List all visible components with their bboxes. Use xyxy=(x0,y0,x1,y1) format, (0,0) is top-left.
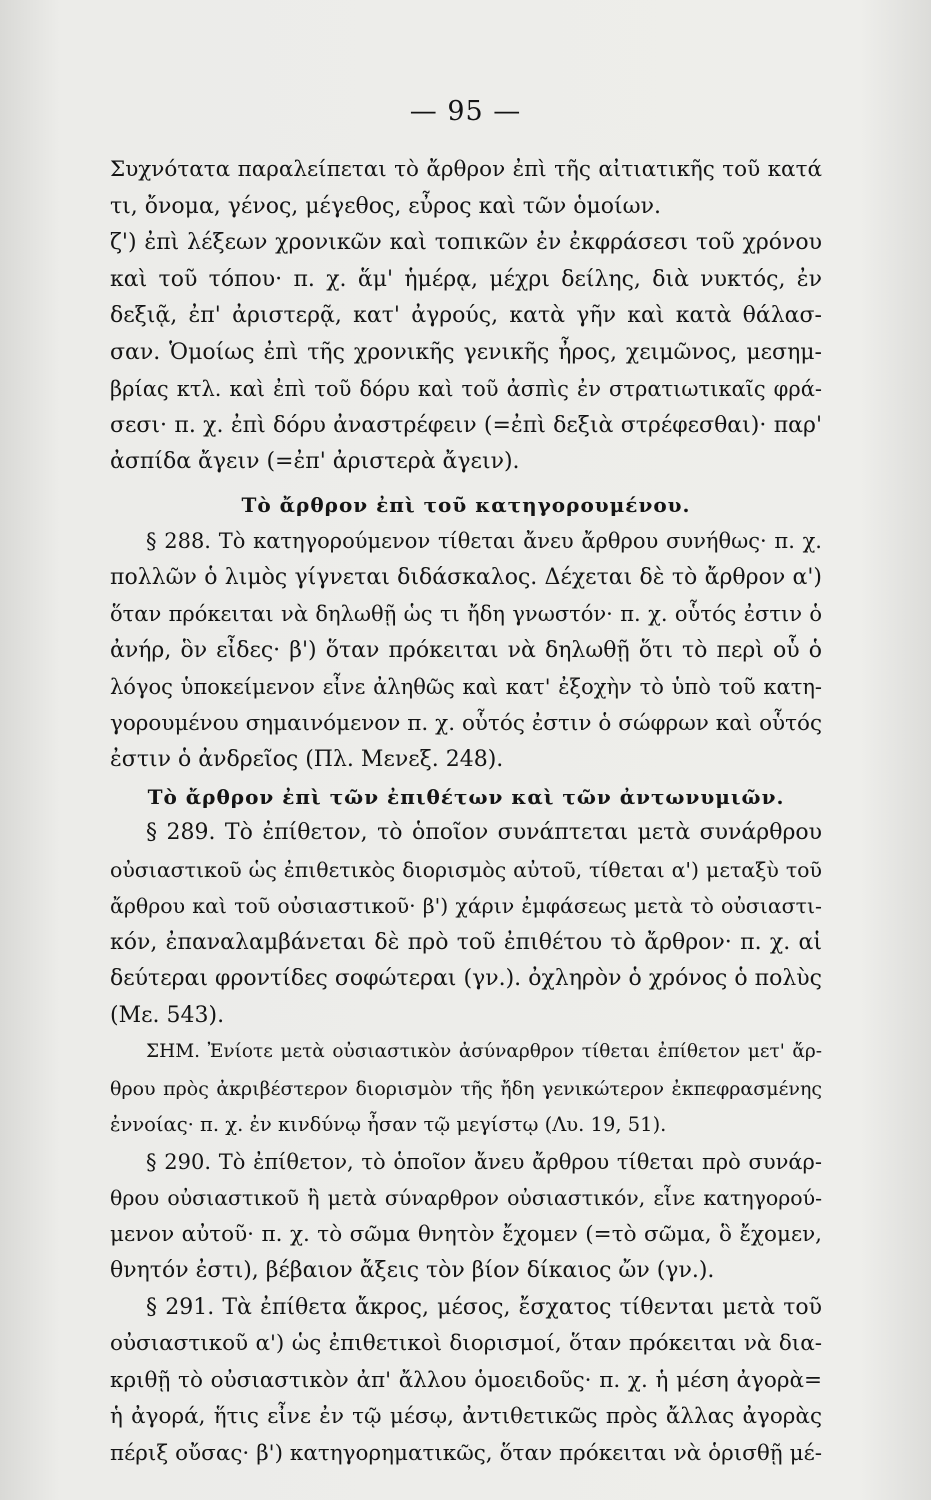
text-line: βρίας κτλ. καὶ ἐπὶ τοῦ δόρυ καὶ τοῦ ἀσπὶς ἐν στρατιωτικαῖς φρά- xyxy=(110,377,822,401)
text-line: καὶ τοῦ τόπου· π. χ. ἅμ' ἡμέρᾳ, μέχρι δείλης, διὰ νυκτός, ἐν xyxy=(110,266,822,292)
text-line: ἡ ἀγορά, ἥτις εἶνε ἐν τῷ μέσῳ, ἀντιθετικῶς πρὸς ἄλλας ἀγορὰς xyxy=(110,1404,822,1429)
text-line: ἄρθρου καὶ τοῦ οὐσιαστικοῦ· β') χάριν ἐμφάσεως μετὰ τὸ οὐσιαστι- xyxy=(110,894,822,918)
text-line: § 289. Τὸ ἐπίθετον, τὸ ὁποῖον συνάπτεται μετὰ συνάρθρου xyxy=(146,820,822,845)
text-line: δεξιᾷ, ἐπ' ἀριστερᾷ, κατ' ἀγρούς, κατὰ γῆν καὶ κατὰ θάλασ- xyxy=(110,303,822,328)
text-line: μενον αὐτοῦ· π. χ. τὸ σῶμα θνητὸν ἔχομεν (=τὸ σῶμα, ὃ ἔχομεν, xyxy=(110,1221,822,1247)
section-heading: Τὸ ἄρθρον ἐπὶ τοῦ κατηγορουμένου. xyxy=(241,492,691,517)
text-line: τι, ὄνομα, γένος, μέγεθος, εὖρος καὶ τῶν ὁμοίων. xyxy=(110,193,661,219)
paragraph-289 xyxy=(110,815,822,1034)
text-line: πολλῶν ὁ λιμὸς γίγνεται διδάσκαλος. Δέχεται δὲ τὸ ἄρθρον α') xyxy=(110,564,822,590)
text-line: σεσι· π. χ. ἐπὶ δόρυ ἀναστρέφειν (=ἐπὶ δεξιὰ στρέφεσθαι)· παρ' xyxy=(110,412,822,438)
text-line: § 291. Τὰ ἐπίθετα ἄκρος, μέσος, ἔσχατος τίθενται μετὰ τοῦ xyxy=(146,1294,822,1320)
text-line: οὐσιαστικοῦ ὡς ἐπιθετικὸς διορισμὸς αὐτοῦ, τίθεται α') μεταξὺ τοῦ xyxy=(110,857,822,882)
section-heading: Τὸ ἄρθρον ἐπὶ τῶν ἐπιθέτων καὶ τῶν ἀντωνυμιῶν. xyxy=(147,784,785,809)
text-line: σαν. Ὁμοίως ἐπὶ τῆς χρονικῆς γενικῆς ἦρος, χειμῶνος, μεσημ- xyxy=(110,339,822,365)
text-line: θρου πρὸς ἀκριβέστερον διορισμὸν τῆς ἤδη γενικώτερον ἐκπεφρασμένης xyxy=(110,1077,822,1100)
text-line: θνητόν ἐστι), βέβαιον ἄξεις τὸν βίον δίκαιος ὤν (γν.). xyxy=(110,1258,715,1283)
text-line: κόν, ἐπαναλαμβάνεται δὲ πρὸ τοῦ ἐπιθέτου τὸ ἄρθρον· π. χ. αἱ xyxy=(110,929,822,955)
text-line: ἐννοίας· π. χ. ἐν κινδύνῳ ἦσαν τῷ μεγίστῳ (Λυ. 19, 51). xyxy=(110,1113,667,1136)
text-line: ἀνήρ, ὃν εἶδες· β') ὅταν πρόκειται νὰ δηλωθῇ ὅτι τὸ περὶ οὗ ὁ xyxy=(110,637,822,663)
text-line: λόγος ὑποκείμενον εἶνε ἀληθῶς καὶ κατ' ἐξοχὴν τὸ ὑπὸ τοῦ κατη- xyxy=(110,675,822,699)
text-line: ΣΗΜ. Ἐνίοτε μετὰ οὐσιαστικὸν ἀσύναρθρον τίθεται ἐπίθετον μετ' ἄρ- xyxy=(146,1041,822,1062)
paragraph-block-1 xyxy=(110,152,822,481)
text-line: (Με. 543). xyxy=(110,1002,225,1028)
text-line: πέριξ οὔσας· β') κατηγορηματικῶς, ὅταν πρόκειται νὰ ὁρισθῇ μέ- xyxy=(110,1440,822,1466)
text-line: ἀσπίδα ἄγειν (=ἐπ' ἀριστερὰ ἄγειν). xyxy=(110,449,520,474)
text-line: § 288. Τὸ κατηγορούμενον τίθεται ἄνευ ἄρθρου συνήθως· π. χ. xyxy=(146,529,822,553)
text-line: § 290. Τὸ ἐπίθετον, τὸ ὁποῖον ἄνευ ἄρθρου τίθεται πρὸ συνάρ- xyxy=(146,1149,822,1174)
text-line: θρου οὐσιαστικοῦ ἢ μετὰ σύναρθρον οὐσιαστικόν, εἶνε κατηγορού- xyxy=(110,1186,822,1210)
paragraph-288 xyxy=(110,523,822,779)
page-number: — 95 — xyxy=(409,96,522,127)
note-block xyxy=(110,1034,822,1144)
text-line: ὅταν πρόκειται νὰ δηλωθῇ ὡς τι ἤδη γνωστόν· π. χ. οὗτός ἐστιν ὁ xyxy=(110,602,822,626)
paragraph-290 xyxy=(110,1144,822,1290)
page-text xyxy=(110,152,822,1472)
text-line: Συχνότατα παραλείπεται τὸ ἄρθρον ἐπὶ τῆς αἰτιατικῆς τοῦ κατά xyxy=(110,157,822,182)
text-line: οὐσιαστικοῦ α') ὡς ἐπιθετικοὶ διορισμοί, ὅταν πρόκειται νὰ δια- xyxy=(110,1331,822,1356)
text-line: ἐστιν ὁ ἀνδρεῖος (Πλ. Μενεξ. 248). xyxy=(110,747,504,772)
text-line: δεύτεραι φροντίδες σοφώτεραι (γν.). ὀχληρὸν ὁ χρόνος ὁ πολὺς xyxy=(110,966,822,991)
text-line: γορουμένου σημαινόμενον π. χ. οὗτός ἐστιν ὁ σώφρων καὶ οὗτός xyxy=(110,710,822,736)
text-line: ζ') ἐπὶ λέξεων χρονικῶν καὶ τοπικῶν ἐν ἐκφράσεσι τοῦ χρόνου xyxy=(110,230,822,255)
paragraph-291 xyxy=(110,1290,822,1473)
text-line: κριθῇ τὸ οὐσιαστικὸν ἀπ' ἄλλου ὁμοειδοῦς· π. χ. ἡ μέση ἀγορὰ= xyxy=(110,1367,822,1393)
